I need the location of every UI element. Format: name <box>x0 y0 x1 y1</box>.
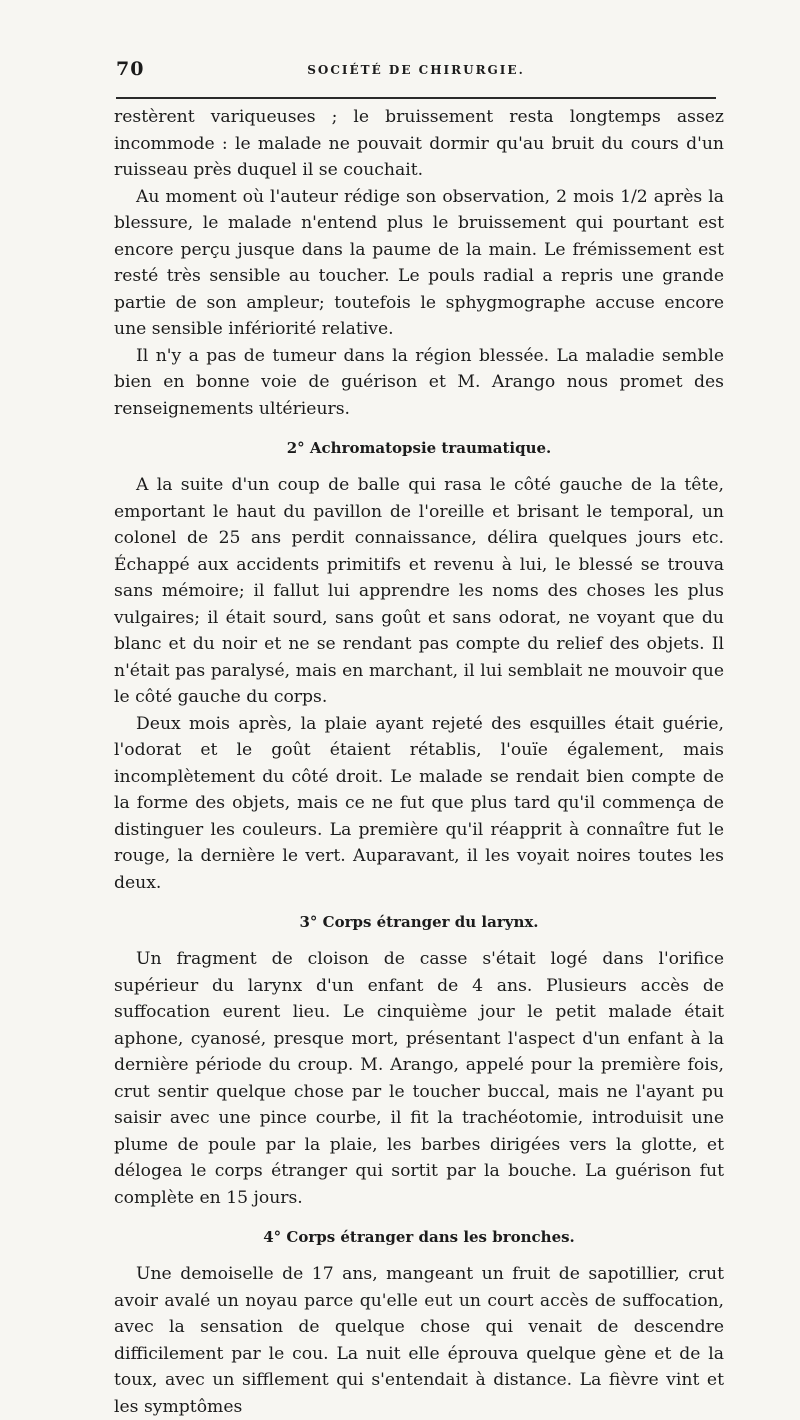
paragraph-case1-continuation: restèrent variqueuses ; le bruissement resta longtemps assez incommode : le malade ne pouvait dormir qu'au bruit du cours d'un ruisseau près duquel il se couchait. <box>114 107 724 180</box>
section-title-larynx: 3° Corps étranger du larynx. <box>299 913 539 931</box>
paragraph-larynx: Un fragment de cloison de casse s'était logé dans l'orifice supérieur du larynx d'un enfant de 4 ans. Plusieurs accès de suffocation eurent lieu. Le cinquième jour le petit malade était aphone, cyanosé, presque mort, présentant l'aspect d'un enfant à la dernière période du croup. M. Arango, appelé pour la première fois, crut sentir quelque chose par le toucher buccal, mais ne l'ayant pu saisir avec une pince courbe, il fit la trachéotomie, introduisit une plume de poule par la plaie, les barbes dirigées vers la glotte, et délogea le corps étranger qui sortit par la bouche. La guérison fut complète en 15 jours. <box>114 949 724 1208</box>
paragraph-case1-observation: Au moment où l'auteur rédige son observation, 2 mois 1/2 après la blessure, le malade n'entend plus le bruissement qui pourtant est encore perçu jusque dans la paume de la main. Le frémissement est resté très sensible au toucher. Le pouls radial a repris une grande partie de son ampleur; toutefois le sphygmographe accuse encore une sensible infériorité relative. <box>114 186 724 339</box>
page-number: 70 <box>116 58 145 80</box>
header-rule <box>116 97 716 99</box>
section-title-bronches: 4° Corps étranger dans les bronches. <box>263 1228 575 1246</box>
body-text <box>114 104 724 1420</box>
paragraph-case1-conclusion: Il n'y a pas de tumeur dans la région blessée. La maladie semble bien en bonne voie de guérison et M. Arango nous promet des renseignements ultérieurs. <box>114 345 724 419</box>
paragraph-bronches: Une demoiselle de 17 ans, mangeant un fruit de sapotillier, crut avoir avalé un noyau parce qu'elle eut un court accès de suffocation, avec la sensation de quelque chose qui venait de descendre difficilement par le cou. La nuit elle éprouva quelque gène et de la toux, avec un sifflement qui s'entendait à distance. La fièvre vint et les symptômes <box>114 1264 724 1417</box>
running-head: SOCIÉTÉ DE CHIRURGIE. <box>307 63 525 77</box>
page-header <box>116 58 716 88</box>
paragraph-achromatopsie-1: A la suite d'un coup de balle qui rasa le côté gauche de la tête, emportant le haut du pavillon de l'oreille et brisant le temporal, un colonel de 25 ans perdit connaissance, délira quelques jours etc. Échappé aux accidents primitifs et revenu à lui, le blessé se trouva sans mémoire; il fallut lui apprendre les noms des choses les plus vulgaires; il était sourd, sans goût et sans odorat, ne voyant que du blanc et du noir et ne se rendant pas compte du relief des objets. Il n'était pas paralysé, mais en marchant, il lui semblait ne mouvoir que le côté gauche du corps. <box>114 475 724 707</box>
section-title-achromatopsie: 2° Achromatopsie traumatique. <box>286 439 552 457</box>
paragraph-achromatopsie-2: Deux mois après, la plaie ayant rejeté des esquilles était guérie, l'odorat et le goût étaient rétablis, l'ouïe également, mais incomplètement du côté droit. Le malade se rendait bien compte de la forme des objets, mais ce ne fut que plus tard qu'il commença de distinguer les couleurs. La première qu'il réapprit à connaître fut le rouge, la dernière le vert. Auparavant, il les voyait noires toutes les deux. <box>114 713 724 893</box>
